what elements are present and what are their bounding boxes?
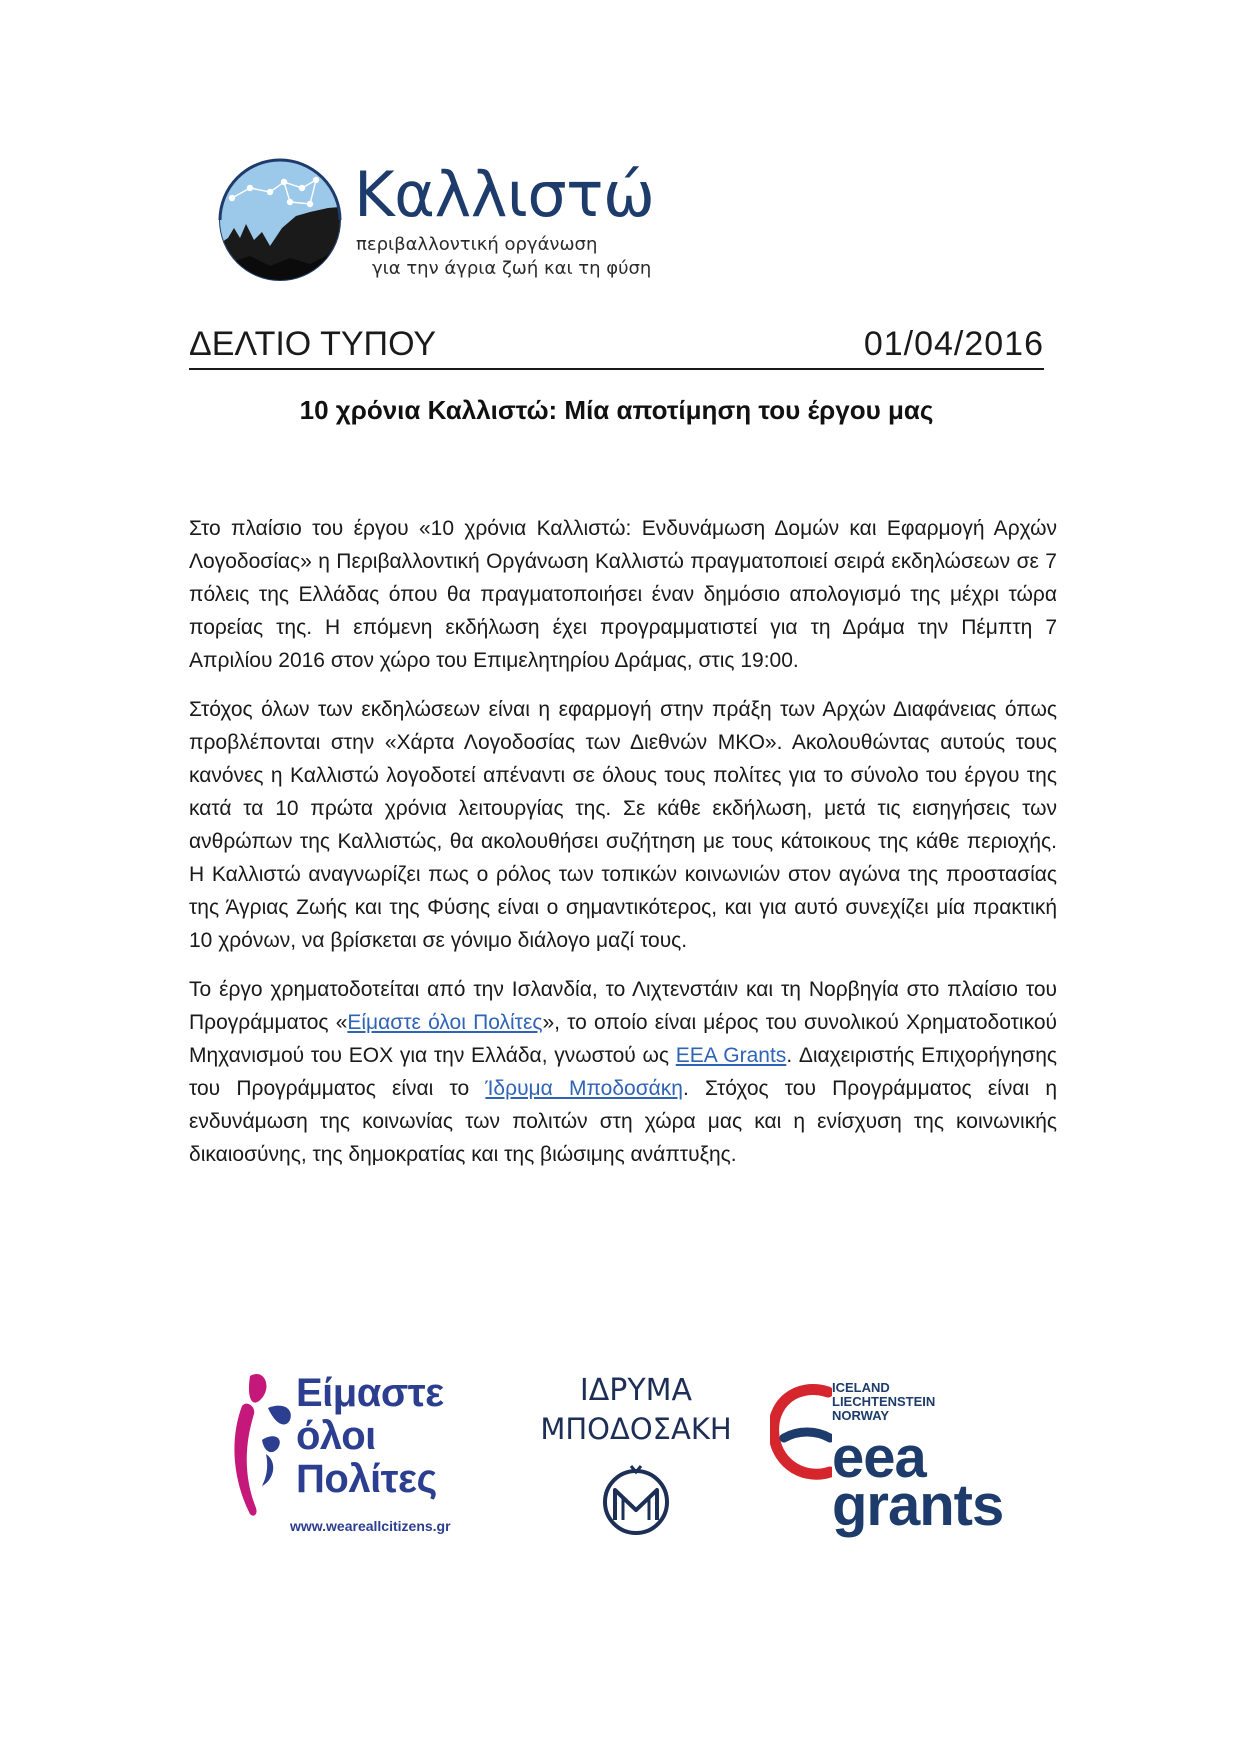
citizens-line3: Πολίτες: [296, 1457, 437, 1501]
eea-word: eea: [832, 1425, 926, 1490]
paragraph-3: [189, 973, 1057, 1171]
kallisto-logo: [210, 158, 655, 283]
weareallcitizens-logo: [228, 1368, 488, 1543]
paragraph-3-text-b: », το οποίο είναι μέρος του συνολικού Χρηματοδοτικού Μηχανισμού του ΕΟΧ για την Ελλάδα, γνωστού ως: [189, 1011, 1057, 1067]
citizens-line1: Είμαστε: [296, 1371, 444, 1415]
citizens-wordmark: [296, 1372, 444, 1501]
org-tagline-line1: περιβαλλοντική οργάνωση: [356, 234, 598, 255]
eea-country-norway: NORWAY: [832, 1408, 890, 1423]
link-eea-grants[interactable]: EEA Grants: [675, 1044, 787, 1067]
press-release-title: 10 χρόνια Καλλιστώ: Μία αποτίμηση του έργου μας: [299, 395, 934, 425]
paragraph-1: Στο πλαίσιο του έργου «10 χρόνια Καλλιστώ: Ενδυνάμωση Δομών και Εφαρμογή Αρχών Λογοδοσίας» η Περιβαλλοντική Οργάνωση Καλλιστώ πραγματοποιεί σειρά εκδηλώσεων σε 7 πόλεις της Ελλάδας όπου θα πραγματοποιήσει έναν δημόσιο απολογισμό της μέχρι τώρα πορείας της. Η επόμενη εκδήλωση έχει προγραμματιστεί για τη Δράμα την Πέμπτη 7 Απριλίου 2016 στον χώρο του Επιμελητηρίου Δράμας, στις 19:00.: [189, 517, 1057, 672]
paragraph-2: Στόχος όλων των εκδηλώσεων είναι η εφαρμογή στην πράξη των Αρχών Διαφάνειας όπως προβλέπονται στην «Χάρτα Λογοδοσίας των Διεθνών ΜΚΟ». Ακολουθώντας αυτούς τους κανόνες η Καλλιστώ λογοδοτεί απέναντι σε όλους τους πολίτες για το σύνολο του έργου της κατά τα 10 πρώτα χρόνια λειτουργίας της. Σε κάθε εκδήλωση, μετά τις εισηγήσεις των ανθρώπων της Καλλιστώς, θα ακολουθήσει συζήτηση με τους κάτοικους της κάθε περιοχής. Η Καλλιστώ αναγνωρίζει πως ο ρόλος των τοπικών κοινωνιών στον αγώνα της προστασίας της Άγριας Ζωής και της Φύσης είναι ο σημαντικότερος, και για αυτό συνεχίζει μία πρακτική 10 χρόνων, να βρίσκεται σε γόνιμο διάλογο μαζί τους.: [189, 698, 1057, 952]
eea-grants-logo: [770, 1380, 1010, 1540]
bodossaki-logo: [536, 1374, 736, 1544]
grants-word: grants: [832, 1473, 1004, 1538]
press-release-date: 01/04/2016: [863, 325, 1044, 363]
press-release-label: ΔΕΛΤΙΟ ΤΥΠΟΥ: [189, 325, 437, 363]
bodossaki-line2: ΜΠΟΔΟΣΑΚΗ: [540, 1412, 732, 1446]
org-tagline-line2: για την άγρια ζωή και τη φύση: [372, 258, 652, 279]
eea-country-liechtenstein: LIECHTENSTEIN: [832, 1394, 936, 1409]
org-name: Καλλιστώ: [354, 158, 655, 231]
paragraph-3-text-c: . Διαχειριστής Επιχορήγησης του Προγράμματος είναι το: [189, 1044, 1057, 1100]
citizens-url: www.weareallcitizens.gr: [290, 1518, 451, 1534]
paragraph-3-text-d: . Στόχος του Προγράμματος είναι η ενδυνάμωση της κοινωνίας των πολιτών στη χώρα μας και η ενίσχυση της κοινωνικής δικαιοσύνης, της δημοκρατίας και της βιώσιμης ανάπτυξης.: [189, 1077, 1057, 1166]
eea-country-iceland: ICELAND: [832, 1380, 890, 1395]
bodossaki-emblem-icon: [601, 1462, 671, 1542]
paragraph-3-text-a: Το έργο χρηματοδοτείται από την Ισλανδία, το Λιχτενστάιν και τη Νορβηγία στο πλαίσιο του Προγράμματος «: [189, 978, 1057, 1034]
press-release-body: [189, 512, 1057, 1187]
kallisto-logo-mark-icon: [210, 158, 352, 283]
citizens-line2: όλοι: [296, 1414, 376, 1458]
eea-swoosh-icon: [770, 1384, 832, 1494]
press-release-header: [189, 322, 1044, 370]
citizens-figure-icon: [228, 1368, 298, 1518]
link-bodossaki-foundation[interactable]: Ίδρυμα Μποδοσάκη: [485, 1077, 683, 1100]
link-weareallcitizens[interactable]: Είμαστε όλοι Πολίτες: [347, 1011, 543, 1034]
bodossaki-line1: ΙΔΡΥΜΑ: [579, 1373, 693, 1408]
